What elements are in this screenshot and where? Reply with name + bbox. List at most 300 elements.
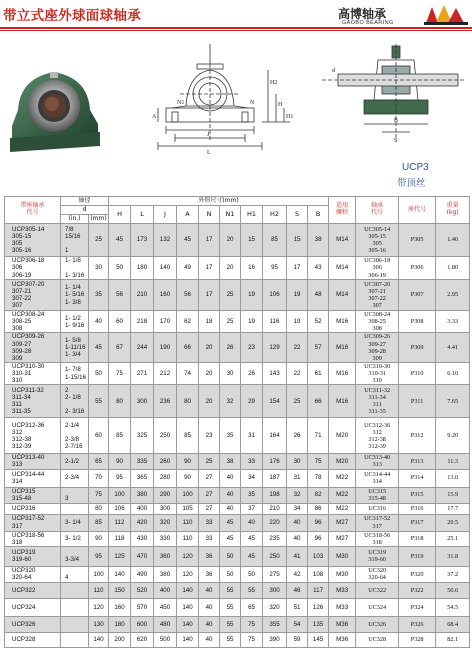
cell-dim-L: 490 <box>131 566 154 582</box>
cell-insert: UC322 <box>356 582 399 598</box>
side-view-drawing <box>318 40 470 152</box>
cell-dim-S: 34 <box>287 503 308 514</box>
table-row <box>5 257 470 280</box>
dim-label: J <box>207 132 210 138</box>
cell-housing: P305 <box>399 224 436 257</box>
col-header-shaft: 轴径 <box>61 197 109 206</box>
cell-shaft-mm: 30 <box>89 257 109 280</box>
cell-dim-H1: 29 <box>241 385 263 418</box>
cell-weight: 3.33 <box>436 311 470 333</box>
cell-bolt: M20 <box>329 454 356 469</box>
cell-weight: 25.1 <box>436 531 470 546</box>
cell-model: UCP326 <box>5 616 61 632</box>
cell-dim-L: 300 <box>131 385 154 418</box>
cell-weight: 1.80 <box>436 257 470 280</box>
cell-shaft-inch: 1- 7/8 1-15/16 <box>61 362 89 384</box>
cell-model: UCP313-40 313 <box>5 454 61 469</box>
cell-dim-N1: 55 <box>220 582 241 598</box>
cell-housing: P318 <box>399 531 436 546</box>
brand-name: 高博轴承 <box>338 7 387 21</box>
cell-model: UCP312-36 312 312-38 312-39 <box>5 418 61 454</box>
cell-dim-H2: 210 <box>263 503 287 514</box>
cell-dim-L: 600 <box>131 616 154 632</box>
table-row <box>5 582 470 598</box>
cell-dim-B: 108 <box>308 566 329 582</box>
cell-dim-J: 190 <box>154 333 177 363</box>
cell-insert: UC320 320-64 <box>356 566 399 582</box>
cell-weight: 9.20 <box>436 418 470 454</box>
dim-label: L <box>207 150 211 156</box>
cell-dim-H1: 50 <box>241 566 263 582</box>
cell-insert: UC315 315-48 <box>356 487 399 503</box>
cell-shaft-mm: 100 <box>89 566 109 582</box>
cell-dim-H2: 220 <box>263 514 287 531</box>
cell-dim-S: 30 <box>287 454 308 469</box>
cell-dim-L: 430 <box>131 531 154 546</box>
cell-dim-N: 27 <box>199 487 220 503</box>
cell-dim-A: 80 <box>177 385 199 418</box>
cell-dim-N1: 45 <box>220 531 241 546</box>
cell-dim-A: 62 <box>177 311 199 333</box>
cell-dim-B: 78 <box>308 469 329 487</box>
cell-dim-N1: 40 <box>220 503 241 514</box>
cell-dim-H: 125 <box>109 546 131 566</box>
cell-dim-S: 15 <box>287 224 308 257</box>
cell-dim-N: 17 <box>199 224 220 257</box>
cell-dim-B: 145 <box>308 632 329 647</box>
col-header-model: 带座轴承 代号 <box>5 197 61 224</box>
cell-dim-A: 74 <box>177 362 199 384</box>
cell-housing: P306 <box>399 257 436 280</box>
cell-dim-J: 400 <box>154 582 177 598</box>
cell-housing: P313 <box>399 454 436 469</box>
cell-dim-H: 200 <box>109 632 131 647</box>
col-header-H: H <box>109 206 131 224</box>
table-row <box>5 566 470 582</box>
cell-model: UCP307-20 307-21 307-22 307 <box>5 280 61 311</box>
cell-dim-B: 135 <box>308 616 329 632</box>
table-row <box>5 362 470 384</box>
cell-dim-S: 54 <box>287 616 308 632</box>
cell-dim-S: 22 <box>287 333 308 363</box>
cell-dim-L: 380 <box>131 487 154 503</box>
cell-dim-H1: 15 <box>241 224 263 257</box>
cell-weight: 13.0 <box>436 469 470 487</box>
cell-dim-H2: 164 <box>263 418 287 454</box>
cell-housing: P316 <box>399 503 436 514</box>
cell-housing: P324 <box>399 598 436 616</box>
cell-dim-B: 66 <box>308 385 329 418</box>
cell-dim-J: 480 <box>154 616 177 632</box>
cell-dim-B: 38 <box>308 224 329 257</box>
cell-shaft-mm: 60 <box>89 418 109 454</box>
cell-shaft-mm: 45 <box>89 333 109 363</box>
col-header-d: d <box>61 206 109 215</box>
cell-shaft-mm: 130 <box>89 616 109 632</box>
cell-insert: UC319 319-60 <box>356 546 399 566</box>
cell-dim-N: 40 <box>199 582 220 598</box>
table-row <box>5 333 470 363</box>
cell-shaft-mm: 75 <box>89 487 109 503</box>
cell-dim-S: 31 <box>287 469 308 487</box>
cell-dim-H2: 116 <box>263 311 287 333</box>
cell-model: UCP308-24 308-25 308 <box>5 311 61 333</box>
cell-model: UCP311-32 311-34 311 311-35 <box>5 385 61 418</box>
table-row <box>5 514 470 531</box>
cell-dim-A: 105 <box>177 503 199 514</box>
cell-shaft-inch: 2-1/4 2-3/8 2-7/16 <box>61 418 89 454</box>
cell-housing: P309 <box>399 333 436 363</box>
cell-dim-A: 140 <box>177 598 199 616</box>
cell-bolt: M22 <box>329 469 356 487</box>
cell-dim-H: 150 <box>109 582 131 598</box>
table-row <box>5 598 470 616</box>
cell-dim-N: 33 <box>199 514 220 531</box>
cell-dim-J: 500 <box>154 632 177 647</box>
cell-dim-J: 236 <box>154 385 177 418</box>
cell-bolt: M22 <box>329 487 356 503</box>
header-rule-thin <box>0 30 472 31</box>
cell-weight: 37.2 <box>436 566 470 582</box>
table-row <box>5 632 470 647</box>
col-header-inch: (in.) <box>61 215 89 224</box>
cell-weight: 68.4 <box>436 616 470 632</box>
cell-dim-S: 17 <box>287 257 308 280</box>
col-header-dims: 外形尺寸(mm) <box>109 197 329 206</box>
page-header <box>0 0 472 26</box>
cell-bolt: M33 <box>329 582 356 598</box>
cell-dim-J: 360 <box>154 546 177 566</box>
col-header-J: J <box>154 206 177 224</box>
page-title: 带立式座外球面球轴承 <box>3 8 141 24</box>
cell-shaft-inch: 1- 1/2 1- 9/16 <box>61 311 89 333</box>
cell-shaft-mm: 70 <box>89 469 109 487</box>
cell-bolt: M30 <box>329 546 356 566</box>
col-header-housing: 座代号 <box>399 197 436 224</box>
table-row <box>5 469 470 487</box>
cell-insert: UC324 <box>356 598 399 616</box>
cell-shaft-inch: 3-3/4 <box>61 546 89 566</box>
cell-bolt: M27 <box>329 514 356 531</box>
cell-model: UCP320 320-64 <box>5 566 61 582</box>
cell-insert: UC305-14 305-15 305 305-16 <box>356 224 399 257</box>
cell-dim-A: 85 <box>177 418 199 454</box>
cell-housing: P322 <box>399 582 436 598</box>
cell-weight: 11.3 <box>436 454 470 469</box>
cell-bolt: M30 <box>329 566 356 582</box>
cell-model: UCP306-18 306 306-19 <box>5 257 61 280</box>
cell-housing: P312 <box>399 418 436 454</box>
cell-model: UCP318-56 318 <box>5 531 61 546</box>
cell-weight: 31.8 <box>436 546 470 566</box>
table-row <box>5 454 470 469</box>
cell-dim-H1: 75 <box>241 616 263 632</box>
cell-insert: UC328 <box>356 632 399 647</box>
cell-dim-N1: 30 <box>220 362 241 384</box>
cell-dim-H2: 275 <box>263 566 287 582</box>
cell-dim-N: 25 <box>199 454 220 469</box>
cell-dim-H: 95 <box>109 469 131 487</box>
cell-dim-H: 90 <box>109 454 131 469</box>
table-row <box>5 487 470 503</box>
cell-dim-N: 23 <box>199 418 220 454</box>
cell-dim-N: 27 <box>199 469 220 487</box>
cell-dim-B: 71 <box>308 418 329 454</box>
cell-shaft-mm: 40 <box>89 311 109 333</box>
cell-weight: 50.6 <box>436 582 470 598</box>
cell-dim-A: 140 <box>177 582 199 598</box>
cell-dim-A: 90 <box>177 469 199 487</box>
cell-bolt: M16 <box>329 385 356 418</box>
cell-shaft-inch: 2-1/2 <box>61 454 89 469</box>
cell-dim-N: 18 <box>199 311 220 333</box>
cell-housing: P317 <box>399 514 436 531</box>
cell-dim-H2: 106 <box>263 280 287 311</box>
cell-dim-N1: 20 <box>220 257 241 280</box>
cell-dim-S: 32 <box>287 487 308 503</box>
cell-dim-L: 218 <box>131 311 154 333</box>
cell-shaft-mm: 110 <box>89 582 109 598</box>
brand-name-en: GAOBO BEARING <box>342 20 394 26</box>
cell-dim-N1: 50 <box>220 546 241 566</box>
cell-shaft-mm: 80 <box>89 503 109 514</box>
cell-dim-B: 103 <box>308 546 329 566</box>
cell-dim-S: 25 <box>287 385 308 418</box>
cell-dim-H1: 45 <box>241 546 263 566</box>
cell-bolt: M16 <box>329 311 356 333</box>
cell-dim-B: 48 <box>308 280 329 311</box>
cell-housing: P308 <box>399 311 436 333</box>
cell-model: UCP309-26 309-27 309-28 309 <box>5 333 61 363</box>
cell-weight: 7.65 <box>436 385 470 418</box>
cell-weight: 4.41 <box>436 333 470 363</box>
cell-dim-N: 36 <box>199 546 220 566</box>
dim-label: S <box>394 138 398 144</box>
table-row <box>5 546 470 566</box>
cell-dim-B: 75 <box>308 454 329 469</box>
cell-dim-N1: 55 <box>220 598 241 616</box>
cell-insert: UC313-40 313 <box>356 454 399 469</box>
cell-dim-H: 140 <box>109 566 131 582</box>
cell-weight: 54.5 <box>436 598 470 616</box>
col-header-weight: 重量 (kg) <box>436 197 470 224</box>
cell-shaft-mm: 25 <box>89 224 109 257</box>
cell-dim-S: 59 <box>287 632 308 647</box>
cell-dim-A: 140 <box>177 632 199 647</box>
cell-dim-S: 26 <box>287 418 308 454</box>
cell-insert: UC316 <box>356 503 399 514</box>
cell-weight: 2.95 <box>436 280 470 311</box>
cell-dim-H2: 85 <box>263 224 287 257</box>
cell-dim-B: 126 <box>308 598 329 616</box>
cell-dim-S: 22 <box>287 362 308 384</box>
cell-dim-H: 180 <box>109 616 131 632</box>
cell-housing: P311 <box>399 385 436 418</box>
cell-dim-H1: 31 <box>241 418 263 454</box>
cell-shaft-inch <box>61 616 89 632</box>
table-row <box>5 503 470 514</box>
cell-dim-H2: 250 <box>263 546 287 566</box>
cell-model: UCP305-14 305-15 305 305-16 <box>5 224 61 257</box>
cell-housing: P310 <box>399 362 436 384</box>
col-header-N1: N1 <box>220 206 241 224</box>
table-row <box>5 224 470 257</box>
cell-insert: UC318-56 318 <box>356 531 399 546</box>
cell-dim-H1: 75 <box>241 632 263 647</box>
cell-dim-S: 51 <box>287 598 308 616</box>
cell-dim-H2: 187 <box>263 469 287 487</box>
cell-dim-N: 36 <box>199 566 220 582</box>
col-header-H2: H2 <box>263 206 287 224</box>
cell-shaft-inch <box>61 503 89 514</box>
cell-shaft-mm: 95 <box>89 546 109 566</box>
cell-dim-L: 470 <box>131 546 154 566</box>
cell-dim-N1: 35 <box>220 418 241 454</box>
cell-dim-H2: 143 <box>263 362 287 384</box>
cell-dim-N: 20 <box>199 385 220 418</box>
cell-dim-L: 335 <box>131 454 154 469</box>
cell-insert: UC308-24 308-25 308 <box>356 311 399 333</box>
cell-dim-A: 100 <box>177 487 199 503</box>
cell-dim-H1: 35 <box>241 487 263 503</box>
cell-dim-N1: 40 <box>220 487 241 503</box>
dim-label: A <box>152 114 157 120</box>
cell-dim-J: 320 <box>154 514 177 531</box>
cell-dim-H1: 55 <box>241 582 263 598</box>
col-header-S: S <box>287 206 308 224</box>
cell-shaft-mm: 120 <box>89 598 109 616</box>
cell-dim-N: 40 <box>199 616 220 632</box>
cell-dim-J: 260 <box>154 454 177 469</box>
cell-insert: UC310-30 310-31 310 <box>356 362 399 384</box>
cell-dim-H: 80 <box>109 385 131 418</box>
cell-dim-J: 280 <box>154 469 177 487</box>
cell-dim-L: 400 <box>131 503 154 514</box>
cell-dim-J: 330 <box>154 531 177 546</box>
cell-dim-B: 96 <box>308 514 329 531</box>
cell-dim-H1: 34 <box>241 469 263 487</box>
col-header-L: L <box>131 206 154 224</box>
spec-table-body <box>5 224 470 648</box>
cell-dim-L: 210 <box>131 280 154 311</box>
dim-label: H <box>278 102 283 108</box>
cell-shaft-mm: 90 <box>89 531 109 546</box>
cell-weight: 15.9 <box>436 487 470 503</box>
cell-dim-N1: 25 <box>220 311 241 333</box>
cell-model: UCP328 <box>5 632 61 647</box>
cell-housing: P315 <box>399 487 436 503</box>
cell-dim-L: 420 <box>131 514 154 531</box>
cell-dim-H: 160 <box>109 598 131 616</box>
spec-table <box>4 196 470 648</box>
cell-dim-N: 33 <box>199 531 220 546</box>
table-row <box>5 311 470 333</box>
cell-insert: UC312-36 312 312-38 312-39 <box>356 418 399 454</box>
cell-dim-B: 82 <box>308 487 329 503</box>
cell-dim-A: 140 <box>177 616 199 632</box>
cell-dim-A: 49 <box>177 257 199 280</box>
cell-model: UCP317-52 317 <box>5 514 61 531</box>
cell-model: UCP310-30 310-31 310 <box>5 362 61 384</box>
cell-dim-J: 250 <box>154 418 177 454</box>
cell-insert: UC307-20 307-21 307-22 307 <box>356 280 399 311</box>
cell-dim-S: 19 <box>287 311 308 333</box>
col-header-mm: (mm) <box>90 214 107 222</box>
cell-insert: UC314-44 314 <box>356 469 399 487</box>
cell-dim-H2: 198 <box>263 487 287 503</box>
cell-dim-H1: 26 <box>241 362 263 384</box>
cell-bolt: M20 <box>329 418 356 454</box>
cell-model: UCP315 315-48 <box>5 487 61 503</box>
cell-dim-A: 110 <box>177 531 199 546</box>
cell-shaft-mm: 55 <box>89 385 109 418</box>
cell-dim-N1: 32 <box>220 385 241 418</box>
cell-dim-N1: 40 <box>220 469 241 487</box>
cell-dim-N: 20 <box>199 362 220 384</box>
cell-dim-H1: 16 <box>241 257 263 280</box>
table-row <box>5 616 470 632</box>
cell-dim-H2: 355 <box>263 616 287 632</box>
cell-dim-J: 380 <box>154 566 177 582</box>
cell-dim-H1: 40 <box>241 514 263 531</box>
cell-dim-H: 118 <box>109 531 131 546</box>
cell-dim-H: 85 <box>109 418 131 454</box>
cell-bolt: M14 <box>329 257 356 280</box>
cell-bolt: M27 <box>329 531 356 546</box>
cell-dim-S: 40 <box>287 531 308 546</box>
cell-dim-N: 27 <box>199 503 220 514</box>
cell-dim-H2: 154 <box>263 385 287 418</box>
cell-bolt: M14 <box>329 280 356 311</box>
cell-dim-B: 117 <box>308 582 329 598</box>
cell-dim-N1: 55 <box>220 616 241 632</box>
table-row <box>5 531 470 546</box>
col-header-B: B <box>308 206 329 224</box>
cell-dim-A: 110 <box>177 514 199 531</box>
cell-dim-J: 160 <box>154 280 177 311</box>
cell-insert: UC309-26 309-27 309-28 309 <box>356 333 399 363</box>
cell-dim-N1: 26 <box>220 333 241 363</box>
cell-bolt: M14 <box>329 224 356 257</box>
col-header-A: A <box>177 206 199 224</box>
cell-shaft-inch: 2-3/4 <box>61 469 89 487</box>
cell-dim-H1: 19 <box>241 280 263 311</box>
cell-dim-L: 620 <box>131 632 154 647</box>
cell-dim-L: 180 <box>131 257 154 280</box>
cell-dim-H2: 95 <box>263 257 287 280</box>
cell-dim-H: 67 <box>109 333 131 363</box>
cell-dim-L: 325 <box>131 418 154 454</box>
cell-dim-H1: 45 <box>241 531 263 546</box>
cell-dim-B: 57 <box>308 333 329 363</box>
brand-logo-icon <box>424 3 468 25</box>
cell-shaft-mm: 85 <box>89 514 109 531</box>
cell-model: UCP319 319-60 <box>5 546 61 566</box>
cell-dim-J: 212 <box>154 362 177 384</box>
cell-shaft-mm: 140 <box>89 632 109 647</box>
cell-dim-A: 120 <box>177 546 199 566</box>
cell-dim-L: 365 <box>131 469 154 487</box>
cell-dim-B: 43 <box>308 257 329 280</box>
cell-shaft-mm: 65 <box>89 454 109 469</box>
dim-label: N <box>250 100 255 106</box>
col-header-H1: H1 <box>241 206 263 224</box>
cell-dim-J: 132 <box>154 224 177 257</box>
model-sublabel: 带顶丝 <box>397 178 426 189</box>
cell-dim-H1: 65 <box>241 598 263 616</box>
cell-housing: P328 <box>399 632 436 647</box>
cell-dim-H: 60 <box>109 311 131 333</box>
